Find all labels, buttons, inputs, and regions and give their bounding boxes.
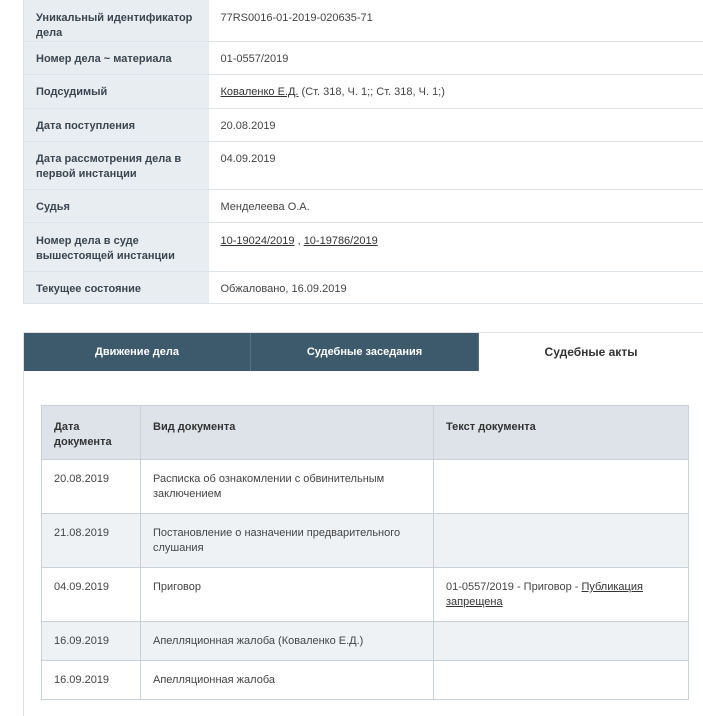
document-text — [434, 568, 689, 622]
header-document-type: Вид документа — [141, 406, 434, 460]
header-document-text: Текст документа — [434, 406, 689, 460]
document-date: 16.09.2019 — [42, 622, 141, 661]
document-type: Расписка об ознакомлении с обвинительным заключением — [141, 460, 434, 514]
publication-forbidden-link[interactable]: Публикация запрещена — [446, 581, 643, 608]
documents-header-row — [42, 406, 689, 460]
higher-court-separator: , — [294, 235, 304, 247]
case-info-row — [24, 75, 703, 109]
current-state-label: Текущее состояние — [24, 272, 209, 304]
defendant-value — [209, 75, 703, 109]
document-date: 04.09.2019 — [42, 568, 141, 622]
case-info-table — [23, 0, 703, 304]
defendant-label: Подсудимый — [24, 75, 209, 109]
higher-court-link-1[interactable]: 10-19024/2019 — [220, 235, 295, 247]
received-date-value: 20.08.2019 — [209, 109, 703, 142]
higher-court-link-2[interactable]: 10-19786/2019 — [303, 235, 378, 247]
case-info-row — [24, 42, 703, 75]
case-info-row — [24, 0, 703, 42]
document-text — [434, 661, 689, 700]
table-row — [42, 568, 689, 622]
defendant-link[interactable]: Коваленко Е.Д. — [220, 86, 299, 98]
document-text-prefix: 01-0557/2019 - Приговор - — [446, 581, 582, 593]
uid-value: 77RS0016-01-2019-020635-71 — [209, 0, 703, 42]
first-instance-date-value: 04.09.2019 — [209, 142, 703, 190]
case-info-row — [24, 109, 703, 142]
document-type: Апелляционная жалоба — [141, 661, 434, 700]
document-type: Апелляционная жалоба (Коваленко Е.Д.) — [141, 622, 434, 661]
case-number-label: Номер дела ~ материала — [24, 42, 209, 75]
tab-bar — [24, 333, 703, 371]
uid-label: Уникальный идентификатор дела — [24, 0, 209, 42]
case-info-row — [24, 223, 703, 272]
documents-table — [41, 405, 689, 700]
table-row — [42, 514, 689, 568]
document-type: Постановление о назначении предварительного слушания — [141, 514, 434, 568]
tab-court-hearings[interactable]: Судебные заседания — [250, 333, 478, 371]
document-text — [434, 460, 689, 514]
table-row — [42, 622, 689, 661]
document-date: 21.08.2019 — [42, 514, 141, 568]
received-date-label: Дата поступления — [24, 109, 209, 142]
document-text — [434, 622, 689, 661]
document-text — [434, 514, 689, 568]
header-document-date: Дата документа — [42, 406, 141, 460]
document-type: Приговор — [141, 568, 434, 622]
current-state-value: Обжаловано, 16.09.2019 — [209, 272, 703, 304]
defendant-articles: (Ст. 318, Ч. 1;; Ст. 318, Ч. 1;) — [301, 86, 445, 98]
case-info-row — [24, 142, 703, 190]
case-number-value: 01-0557/2019 — [209, 42, 703, 75]
case-info-row — [24, 272, 703, 304]
document-date: 20.08.2019 — [42, 460, 141, 514]
judge-label: Судья — [24, 190, 209, 223]
tab-case-movement[interactable]: Движение дела — [24, 333, 250, 371]
document-date: 16.09.2019 — [42, 661, 141, 700]
higher-court-number-label: Номер дела в суде вышестоящей инстанции — [24, 223, 209, 272]
case-info-row — [24, 190, 703, 223]
case-tabs-panel — [23, 332, 703, 716]
tab-court-acts[interactable]: Судебные акты — [478, 333, 703, 371]
table-row — [42, 661, 689, 700]
higher-court-number-value — [209, 223, 703, 272]
first-instance-date-label: Дата рассмотрения дела в первой инстанции — [24, 142, 209, 190]
table-row — [42, 460, 689, 514]
judge-value: Менделеева О.А. — [209, 190, 703, 223]
